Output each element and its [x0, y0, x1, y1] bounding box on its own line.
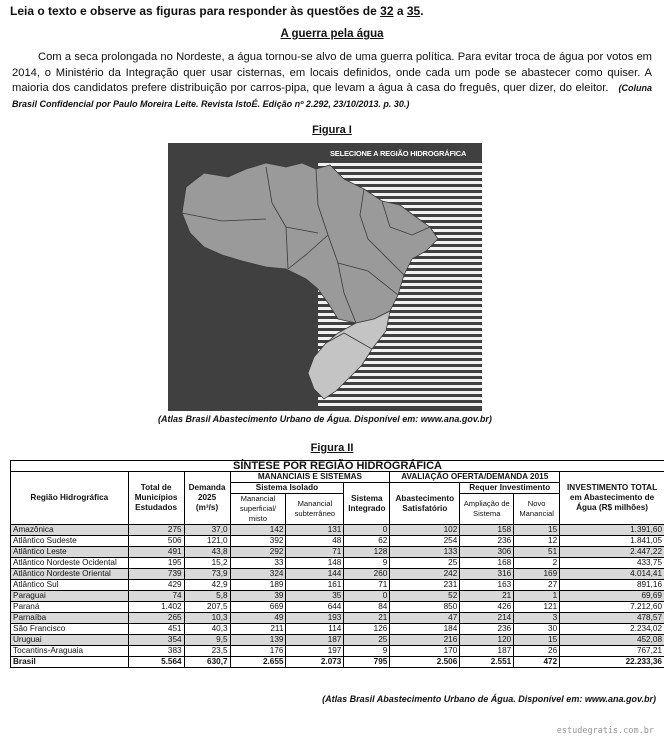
table-row — [11, 558, 664, 569]
value-cell: 383 — [128, 646, 184, 657]
value-cell: 169 — [514, 569, 560, 580]
synthesis-table — [10, 460, 664, 668]
value-cell: 121 — [514, 602, 560, 613]
value-cell: 184 — [390, 624, 460, 635]
instruction — [10, 4, 424, 18]
value-cell: 131 — [286, 525, 344, 536]
value-cell: 71 — [344, 580, 390, 591]
value-cell: 23,5 — [184, 646, 230, 657]
instruction-between: a — [393, 4, 407, 18]
value-cell: 0 — [344, 591, 390, 602]
value-cell: 37,0 — [184, 525, 230, 536]
value-cell: 9 — [344, 646, 390, 657]
table-row — [11, 635, 664, 646]
value-cell: 7.212,60 — [560, 602, 664, 613]
value-cell: 15 — [514, 635, 560, 646]
value-cell: 254 — [390, 536, 460, 547]
region-name-cell: Atlântico Nordeste Oriental — [11, 569, 129, 580]
value-cell: 478,57 — [560, 613, 664, 624]
value-cell: 126 — [344, 624, 390, 635]
value-cell: 669 — [230, 602, 286, 613]
value-cell: 30 — [514, 624, 560, 635]
value-cell: 2.506 — [390, 657, 460, 668]
article-citation: (Coluna Brasil Confidencial por Paulo Moreira Leite. Revista IstoÉ. Edição nº 2.292, 23/10/2013. p. 30.) — [12, 83, 652, 109]
map-stripe — [318, 397, 482, 400]
value-cell: 84 — [344, 602, 390, 613]
value-cell: 25 — [390, 558, 460, 569]
value-cell: 491 — [128, 547, 184, 558]
value-cell: 49 — [230, 613, 286, 624]
map-stripe — [318, 385, 482, 388]
region-name-cell: Atlântico Sudeste — [11, 536, 129, 547]
value-cell: 292 — [230, 547, 286, 558]
region-name-cell: Atlântico Sul — [11, 580, 129, 591]
value-cell: 354 — [128, 635, 184, 646]
value-cell: 275 — [128, 525, 184, 536]
value-cell: 2 — [514, 558, 560, 569]
value-cell: 211 — [230, 624, 286, 635]
value-cell: 133 — [390, 547, 460, 558]
region-name-cell: Brasil — [11, 657, 129, 668]
question-to: 35 — [406, 4, 421, 18]
value-cell: 48 — [286, 536, 344, 547]
value-cell: 187 — [286, 635, 344, 646]
figure2-citation: (Atlas Brasil Abastecimento Urbano de Água. Disponível em: www.ana.gov.br) — [322, 694, 656, 704]
table-row — [11, 536, 664, 547]
value-cell: 214 — [460, 613, 514, 624]
header-total: Total de Municípios Estudados — [128, 472, 184, 525]
table-row — [11, 525, 664, 536]
value-cell: 15,2 — [184, 558, 230, 569]
value-cell: 231 — [390, 580, 460, 591]
value-cell: 891,16 — [560, 580, 664, 591]
value-cell: 39 — [230, 591, 286, 602]
value-cell: 265 — [128, 613, 184, 624]
region-name-cell: Uruguai — [11, 635, 129, 646]
header-subterraneo: Manancial subterrâneo — [286, 494, 344, 525]
value-cell: 207,5 — [184, 602, 230, 613]
value-cell: 35 — [286, 591, 344, 602]
value-cell: 4.014,41 — [560, 569, 664, 580]
value-cell: 71 — [286, 547, 344, 558]
value-cell: 161 — [286, 580, 344, 591]
question-from: 32 — [380, 4, 394, 18]
table-total-row — [11, 657, 664, 668]
header-sistema-isolado: Sistema Isolado — [230, 483, 344, 494]
table-row — [11, 580, 664, 591]
value-cell: 197 — [286, 646, 344, 657]
value-cell: 429 — [128, 580, 184, 591]
value-cell: 187 — [460, 646, 514, 657]
map-stripe — [318, 403, 482, 406]
value-cell: 767,21 — [560, 646, 664, 657]
value-cell: 2.073 — [286, 657, 344, 668]
header-requer: Requer Investimento — [460, 483, 560, 494]
value-cell: 0 — [344, 525, 390, 536]
value-cell: 121,0 — [184, 536, 230, 547]
value-cell: 40,3 — [184, 624, 230, 635]
value-cell: 52 — [390, 591, 460, 602]
value-cell: 114 — [286, 624, 344, 635]
value-cell: 5,8 — [184, 591, 230, 602]
value-cell: 195 — [128, 558, 184, 569]
region-name-cell: Parnaíba — [11, 613, 129, 624]
value-cell: 128 — [344, 547, 390, 558]
value-cell: 1 — [514, 591, 560, 602]
table-title: SÍNTESE POR REGIÃO HIDROGRÁFICA — [11, 461, 664, 472]
article-title: A guerra pela água — [280, 28, 384, 40]
value-cell: 452,08 — [560, 635, 664, 646]
value-cell: 51 — [514, 547, 560, 558]
value-cell: 506 — [128, 536, 184, 547]
header-demanda — [184, 472, 230, 525]
region-name-cell: Paraguai — [11, 591, 129, 602]
value-cell: 795 — [344, 657, 390, 668]
region-name-cell: Paraná — [11, 602, 129, 613]
brazil-map — [168, 143, 482, 411]
region-name-cell: São Francisco — [11, 624, 129, 635]
table-row — [11, 624, 664, 635]
region-name-cell: Tocantins-Araguaia — [11, 646, 129, 657]
value-cell: 142 — [230, 525, 286, 536]
value-cell: 216 — [390, 635, 460, 646]
value-cell: 260 — [344, 569, 390, 580]
figure2-label: Figura II — [310, 442, 354, 454]
value-cell: 47 — [390, 613, 460, 624]
header-ampliacao: Ampliação de Sistema — [460, 494, 514, 525]
value-cell: 22.233,36 — [560, 657, 664, 668]
table-row — [11, 602, 664, 613]
value-cell: 630,7 — [184, 657, 230, 668]
region-name-cell: Atlântico Leste — [11, 547, 129, 558]
value-cell: 10,3 — [184, 613, 230, 624]
value-cell: 426 — [460, 602, 514, 613]
value-cell: 120 — [460, 635, 514, 646]
value-cell: 1.391,60 — [560, 525, 664, 536]
region-name-cell: Amazônica — [11, 525, 129, 536]
value-cell: 74 — [128, 591, 184, 602]
map-stripe — [318, 325, 482, 328]
value-cell: 392 — [230, 536, 286, 547]
value-cell: 12 — [514, 536, 560, 547]
value-cell: 102 — [390, 525, 460, 536]
value-cell: 42,9 — [184, 580, 230, 591]
table-row — [11, 646, 664, 657]
value-cell: 170 — [390, 646, 460, 657]
article-body — [12, 50, 652, 112]
value-cell: 33 — [230, 558, 286, 569]
value-cell: 2.447,22 — [560, 547, 664, 558]
header-abastecimento: Abastecimento Satisfatório — [390, 483, 460, 525]
value-cell: 73,9 — [184, 569, 230, 580]
value-cell: 3 — [514, 613, 560, 624]
value-cell: 2.655 — [230, 657, 286, 668]
value-cell: 2.551 — [460, 657, 514, 668]
value-cell: 27 — [514, 580, 560, 591]
map-stripe — [318, 391, 482, 394]
value-cell: 1.841,05 — [560, 536, 664, 547]
value-cell: 850 — [390, 602, 460, 613]
map-heading: SELECIONE A REGIÃO HIDROGRÁFICA — [330, 149, 467, 158]
map-stripe — [318, 163, 482, 166]
value-cell: 69,69 — [560, 591, 664, 602]
value-cell: 148 — [286, 558, 344, 569]
figure1-citation: (Atlas Brasil Abastecimento Urbano de Água. Disponível em: www.ana.gov.br) — [158, 414, 492, 424]
value-cell: 25 — [344, 635, 390, 646]
instruction-end: . — [420, 4, 424, 18]
table-row — [11, 569, 664, 580]
value-cell: 163 — [460, 580, 514, 591]
value-cell: 9,5 — [184, 635, 230, 646]
value-cell: 176 — [230, 646, 286, 657]
value-cell: 306 — [460, 547, 514, 558]
value-cell: 739 — [128, 569, 184, 580]
article-text: Com a seca prolongada no Nordeste, a água tornou-se alvo de uma guerra política. Para evitar troca de água por votos em 2014, o Ministério da Integração quer usar cisternas, em locais definidos, onde cada um pode se abastecer como quiser. A maioria dos candidatos prefere distribuição por carros-pipa, que levam a água à casa do freguês, quer dizer, do eleitor. — [12, 51, 652, 94]
value-cell: 189 — [230, 580, 286, 591]
header-integrado: Sistema Integrado — [344, 483, 390, 525]
table-body — [11, 525, 664, 668]
value-cell: 472 — [514, 657, 560, 668]
value-cell: 236 — [460, 536, 514, 547]
table-row — [11, 591, 664, 602]
value-cell: 236 — [460, 624, 514, 635]
header-novo: Novo Manancial — [514, 494, 560, 525]
header-mananciais: MANANCIAIS E SISTEMAS — [230, 472, 390, 483]
header-demanda-label: Demanda 2025 — [188, 483, 226, 502]
value-cell: 644 — [286, 602, 344, 613]
table-row — [11, 613, 664, 624]
value-cell: 168 — [460, 558, 514, 569]
brazil-map-svg — [168, 143, 482, 411]
value-cell: 324 — [230, 569, 286, 580]
value-cell: 193 — [286, 613, 344, 624]
value-cell: 144 — [286, 569, 344, 580]
value-cell: 316 — [460, 569, 514, 580]
header-investimento: INVESTIMENTO TOTAL em Abastecimento de Água (R$ milhões) — [560, 472, 664, 525]
region-name-cell: Atlântico Nordeste Ocidental — [11, 558, 129, 569]
value-cell: 433,75 — [560, 558, 664, 569]
value-cell: 21 — [460, 591, 514, 602]
header-superficial: Manancial superficial/ misto — [230, 494, 286, 525]
value-cell: 26 — [514, 646, 560, 657]
value-cell: 2.234,02 — [560, 624, 664, 635]
value-cell: 451 — [128, 624, 184, 635]
value-cell: 139 — [230, 635, 286, 646]
value-cell: 62 — [344, 536, 390, 547]
table-row — [11, 547, 664, 558]
header-demanda-unit: (m³/s) — [195, 503, 219, 512]
value-cell: 43,8 — [184, 547, 230, 558]
value-cell: 9 — [344, 558, 390, 569]
instruction-text: Leia o texto e observe as figuras para responder às questões de — [10, 4, 381, 18]
site-footer: estudegratis.com.br — [556, 726, 654, 736]
value-cell: 242 — [390, 569, 460, 580]
value-cell: 1.402 — [128, 602, 184, 613]
value-cell: 15 — [514, 525, 560, 536]
map-stripe — [318, 169, 482, 172]
header-avaliacao: AVALIAÇÃO OFERTA/DEMANDA 2015 — [390, 472, 560, 483]
value-cell: 158 — [460, 525, 514, 536]
figure1-label: Figura I — [312, 124, 352, 136]
value-cell: 21 — [344, 613, 390, 624]
header-regiao: Região Hidrográfica — [11, 472, 129, 525]
value-cell: 5.564 — [128, 657, 184, 668]
